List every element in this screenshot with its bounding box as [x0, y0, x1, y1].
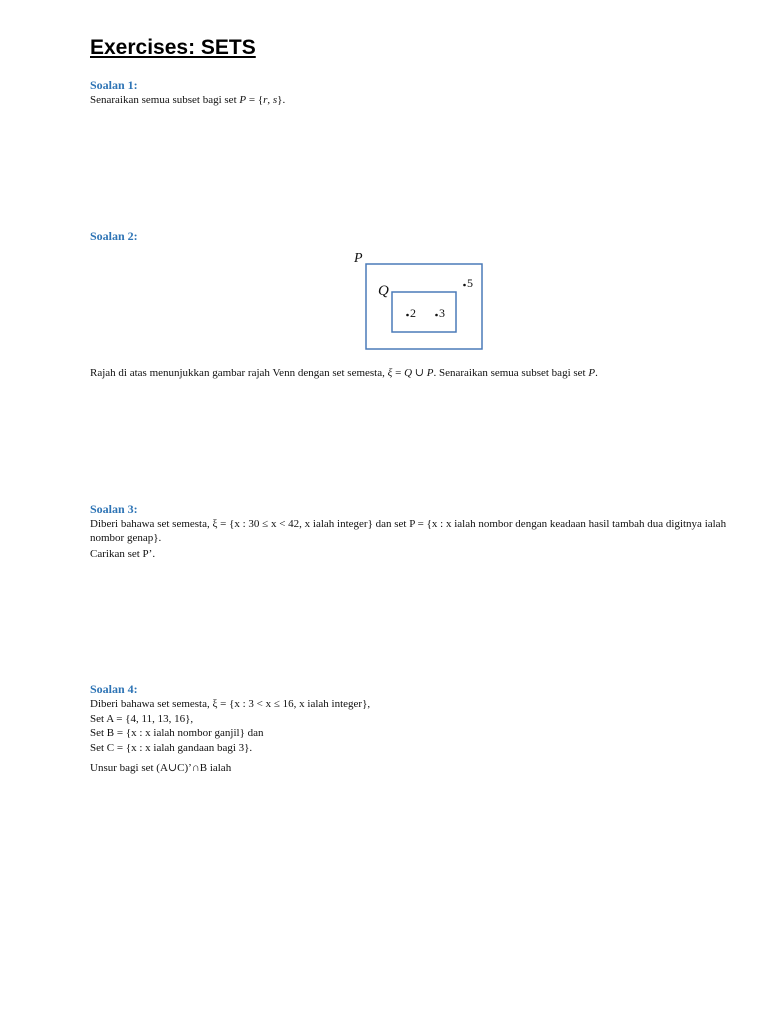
- question-2-heading: Soalan 2:: [90, 229, 138, 243]
- point-5-dot: [463, 284, 466, 287]
- set-p-label: P: [354, 251, 363, 266]
- question-4-set-b: Set B = {x : x ialah nombor ganjil} dan: [90, 727, 264, 739]
- point-2-label: 2: [410, 306, 416, 320]
- question-3-text: Diberi bahawa set semesta, ξ = {x : 30 ≤ x < 42, x ialah integer} dan set P = {x : x ialah nombor dengan keadaan hasil tambah dua digitnya ialah nombor genap}.: [90, 518, 727, 544]
- question-4-heading: Soalan 4:: [90, 682, 138, 696]
- question-4-set-c: Set C = {x : x ialah gandaan bagi 3}.: [90, 742, 253, 754]
- question-3-task: Carikan set P’.: [90, 548, 156, 560]
- set-p-box: [366, 264, 482, 349]
- point-3-label: 3: [439, 306, 445, 320]
- question-4-task: Unsur bagi set (A∪C)’∩B ialah: [90, 762, 232, 774]
- question-1-text: Senaraikan semua subset bagi set P = {r, s}.: [90, 94, 286, 106]
- set-q-label: Q: [378, 283, 389, 299]
- point-2-dot: [406, 314, 409, 317]
- question-4-universal-set: Diberi bahawa set semesta, ξ = {x : 3 < x ≤ 16, x ialah integer},: [90, 698, 371, 710]
- set-q-box: [392, 292, 456, 332]
- venn-diagram: [350, 248, 490, 356]
- point-3-dot: [435, 314, 438, 317]
- question-4-set-a: Set A = {4, 11, 13, 16},: [90, 713, 194, 725]
- page-title: Exercises: SETS: [90, 36, 256, 59]
- question-2-text: Rajah di atas menunjukkan gambar rajah Venn dengan set semesta, ξ = Q ∪ P. Senaraikan semua subset bagi set P.: [90, 367, 598, 379]
- question-1-heading: Soalan 1:: [90, 78, 138, 92]
- question-3-heading: Soalan 3:: [90, 502, 138, 516]
- point-5-label: 5: [467, 276, 473, 290]
